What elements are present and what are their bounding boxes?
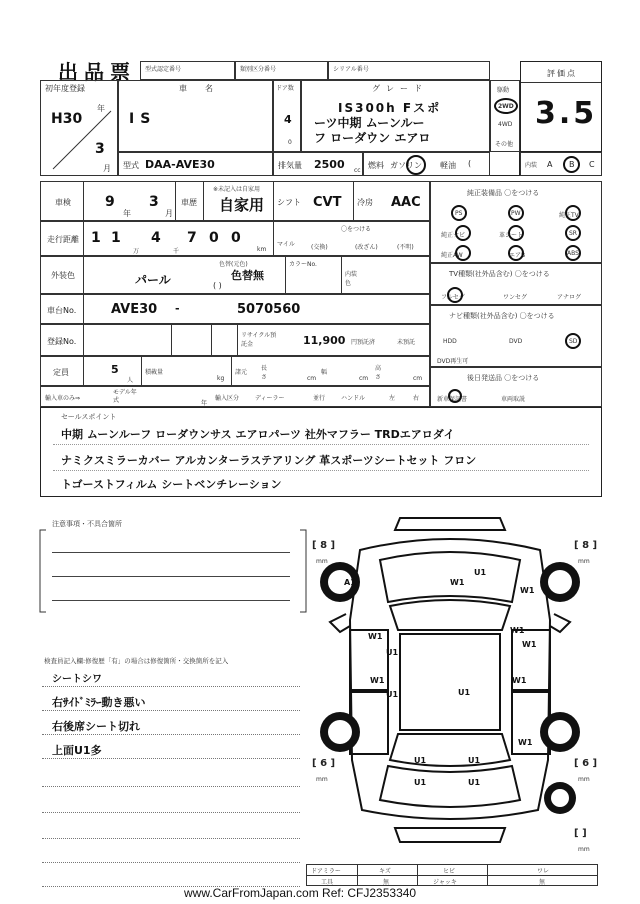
mileage-label: 走行距離: [47, 235, 79, 244]
note-line-2: 右ｻｲﾄﾞﾐﾗｰ動き悪い: [52, 696, 146, 709]
legend-v3-text: 無: [539, 879, 546, 886]
interior-cell: [520, 152, 602, 176]
equip-tv-circle: [565, 205, 581, 221]
equip-abs-circle: [565, 245, 581, 261]
car-diagram: [300, 510, 600, 865]
equip-navi: 純正ナビ: [441, 232, 466, 239]
reg-divider3: [211, 325, 212, 355]
mark-u1-trunk3: U1: [414, 778, 427, 787]
import-dealer: ディーラー: [255, 395, 285, 402]
equip-leather-circle: [508, 225, 524, 241]
capacity-value: 5: [111, 363, 119, 376]
grade-label: グレード: [372, 84, 428, 93]
history-divider2: [203, 182, 204, 220]
drive-cell: [490, 80, 520, 152]
height-label: 高さ: [375, 365, 382, 381]
serial-box: [328, 61, 490, 80]
tread-rr: [ 6 ]: [574, 758, 598, 769]
mileage-digit-3: 7: [187, 230, 197, 246]
acc-warranty-circle: [448, 389, 462, 403]
equip-sr-circle: [565, 225, 581, 241]
model-cert-label: 型式認定番号: [145, 66, 182, 73]
tread-rl-value: 6: [320, 758, 328, 769]
inspection-month-unit: 月: [165, 209, 173, 218]
caution-label: 注意事項・不具合箇所: [52, 520, 122, 528]
import-label: 輸入車のみ⇒: [45, 395, 81, 402]
note-rule-8: [42, 862, 300, 863]
doors-value: 4: [284, 113, 292, 126]
inspection-divider: [83, 182, 84, 220]
tread-fl: [ 8 ]: [312, 540, 336, 551]
navi-title: ナビ種類(社外品含む) 〇をつける: [449, 312, 555, 320]
tread-spare-mm: mm: [578, 846, 590, 853]
equip-pw-circle: [508, 205, 524, 221]
fuel-gasoline: ガソリン: [390, 161, 422, 170]
mile-divider: [273, 222, 274, 255]
capacity-row: [40, 356, 430, 386]
note-line-3: 右後席シート切れ: [52, 720, 140, 733]
import-parallel: 並行: [313, 395, 326, 402]
mark-w1-rdoor: W1: [510, 626, 525, 635]
mileage-digit-4: 0: [209, 230, 219, 246]
exterior-color: パール: [135, 273, 171, 287]
equip-sr: SR: [569, 230, 577, 237]
tread-fr: [ 8 ]: [574, 540, 598, 551]
repaint-label: 色替(元色): [219, 261, 248, 268]
navi-dvd: DVD: [509, 338, 523, 345]
legend-v2: [417, 865, 418, 885]
equip-airbag-circle: [508, 245, 524, 261]
doors-zero: 0: [288, 139, 292, 146]
car-name-cell: [118, 80, 273, 152]
drive-other: その他: [495, 141, 514, 148]
recycle-unit: 円預託済: [351, 339, 376, 346]
acc-warranty: 新車保証書: [437, 396, 468, 403]
equip-aw-circle: [455, 245, 471, 261]
equip-airbag: エアB: [509, 252, 526, 259]
capacity-unit: 人: [127, 377, 134, 384]
mark-u1-trunk4: U1: [468, 778, 481, 787]
note-rule-3: [42, 734, 300, 735]
accessories-panel: [430, 367, 602, 407]
length-label: 長さ: [261, 365, 268, 381]
width-cm: cm: [359, 375, 369, 382]
equip-tv: 純正TV: [559, 212, 579, 219]
mark-w1-ldoor: W1: [368, 632, 383, 641]
mileage-circle-label: 〇をつける: [341, 226, 372, 233]
chassis-row: [40, 294, 430, 324]
load-divider: [141, 357, 142, 385]
reg-divider4: [237, 325, 238, 355]
doors-cell: [273, 80, 301, 152]
mileage-unknown: (不明): [397, 244, 414, 251]
chassis-divider: [83, 295, 84, 323]
legend-h1: キズ: [379, 868, 391, 875]
interior-a: A: [547, 160, 553, 169]
sales-points-box: [40, 407, 602, 497]
model-year-unit: 年: [201, 400, 208, 407]
car-name-label: 車名: [179, 84, 231, 93]
handle-label: ハンドル: [341, 395, 366, 402]
history-note: ※未記入は自家用: [213, 186, 261, 193]
note-rule-4: [42, 758, 300, 759]
mileage-sen: 千: [173, 248, 180, 255]
score-box: [520, 61, 602, 152]
legend-hrule: [307, 875, 597, 876]
inspection-row: [40, 181, 430, 221]
mark-w1-fender: W1: [520, 586, 535, 595]
caution-line-2: [52, 576, 290, 577]
handle-left: 左: [389, 395, 396, 402]
tread-rl-mm: mm: [316, 776, 328, 783]
legend-v0-text: 工具: [321, 879, 334, 886]
footer-ref: www.CarFromJapan.com Ref: CFJ2353340: [184, 886, 417, 900]
model-label: 型式: [123, 161, 139, 170]
repaint-value: 色替無: [231, 269, 264, 282]
year-unit: 年: [97, 104, 105, 113]
mileage-man: 万: [133, 248, 140, 255]
caution-line-3: [52, 600, 290, 601]
note-line-1: シートシワ: [52, 674, 102, 685]
caution-bracket: [38, 526, 308, 616]
legend-v1-text: 無: [383, 879, 390, 886]
fuel-bracket: (: [468, 159, 472, 168]
interior-b-circle: [563, 156, 580, 173]
legend-h3: ワレ: [537, 868, 550, 875]
cap-divider: [83, 357, 84, 385]
intcolor-divider: [341, 257, 342, 293]
tread-fr-value: 8: [582, 540, 590, 551]
mark-u1-roof3: U1: [458, 688, 471, 697]
length-cm: cm: [307, 375, 317, 382]
model-cell: [118, 152, 273, 176]
first-reg-label: 初年度登録: [45, 84, 85, 93]
mark-u1-roof2: U1: [386, 690, 399, 699]
history-value: 自家用: [219, 196, 265, 214]
caution-line-1: [52, 552, 290, 553]
colorno-divider: [285, 257, 286, 293]
interior-label: 内装: [525, 162, 538, 169]
import-row: [40, 386, 430, 407]
sales-rule2: [53, 470, 589, 471]
mark-u1-hood: U1: [474, 568, 487, 577]
recycle-not: 未預託: [397, 339, 416, 346]
mileage-tampered: (改ざん): [355, 244, 378, 251]
tread-fl-value: 8: [320, 540, 328, 551]
navi-hdd: HDD: [443, 338, 457, 345]
tv-panel: [430, 263, 602, 305]
legend-table: [306, 864, 598, 886]
tv-analog: アナログ: [557, 294, 582, 301]
chassis-number: 5070560: [237, 302, 301, 317]
exterior-divider: [83, 257, 84, 293]
drive-2wd: 2WD: [498, 103, 514, 110]
chassis-label: 車台No.: [47, 306, 77, 315]
inspector-label: 検査員記入欄:修復歴「有」の場合は修復箇所・交換箇所を記入: [44, 657, 229, 665]
note-rule-1: [42, 686, 300, 687]
sales-rule1: [53, 444, 589, 445]
serial-label: シリアル番号: [333, 66, 369, 73]
note-rule-6: [42, 812, 300, 813]
color-no-label: カラーNo.: [289, 261, 317, 268]
note-rule-5: [42, 786, 300, 787]
grade-cell: [301, 80, 490, 152]
navi-panel: [430, 305, 602, 367]
equip-aw: 純正AW: [441, 252, 463, 259]
shift-value: CVT: [313, 195, 342, 210]
equip-abs: ABS: [567, 250, 579, 257]
dims-label: 諸元: [235, 369, 248, 376]
displacement-value: 2500: [314, 158, 345, 171]
shift-divider: [273, 182, 274, 220]
class-label: 類別区分番号: [240, 66, 277, 73]
doors-label: ドア数: [276, 85, 294, 92]
note-rule-2: [42, 710, 300, 711]
history-divider: [175, 182, 176, 220]
tv-full: フルセグ: [441, 294, 465, 301]
navi-sd: SD: [569, 338, 578, 345]
car-name: IS: [129, 111, 157, 127]
sales-line1: 中期 ムーンルーフ ローダウンサス エアロパーツ 社外マフラー TRDエアロダイ: [61, 428, 455, 441]
displacement-unit: cc: [354, 167, 361, 174]
registration-label: 登録No.: [47, 337, 77, 346]
mileage-digit-5: 0: [231, 230, 241, 246]
grade-line3: フ ローダウン エアロ: [314, 131, 431, 145]
import-category-label: 輸入区分: [215, 395, 240, 402]
repaint-bracket: ( ): [213, 281, 222, 290]
mark-u1-trunk1: U1: [414, 756, 427, 765]
fuel-circle: [406, 155, 426, 175]
interior-c: C: [589, 160, 595, 169]
sales-points-label: セールスポイント: [61, 413, 117, 421]
mileage-digit-1: 1: [111, 230, 121, 246]
mile-label: マイル: [277, 241, 295, 248]
load-label: 積載量: [145, 369, 164, 376]
recycle-amount: 11,900: [303, 334, 346, 347]
equip-leather: 革シート: [499, 232, 524, 239]
equip-navi-circle: [455, 225, 471, 241]
first-reg-cell: [40, 80, 118, 176]
tv-one: ワンセグ: [503, 294, 528, 301]
interior-color-label: 内装色: [345, 271, 358, 287]
model-value: DAA-AVE30: [145, 158, 215, 171]
score-label: 評価点: [547, 69, 577, 78]
model-cert-box: [140, 61, 235, 80]
width-label: 幅: [321, 369, 328, 376]
mileage-row: [40, 221, 430, 256]
mark-w1-rrdoor: W1: [512, 676, 527, 685]
exterior-row: [40, 256, 430, 294]
reg-divider2: [171, 325, 172, 355]
sheet-title: 出品票: [58, 60, 136, 84]
mileage-digit-0: 1: [91, 230, 101, 246]
displacement-label: 排気量: [278, 161, 302, 170]
model-year-label: モデル年式: [113, 389, 137, 404]
ac-divider: [353, 182, 354, 220]
note-rule-7: [42, 838, 300, 839]
grade-line2: ーツ中期 ムーンルー: [314, 116, 425, 130]
score-divider: [521, 82, 601, 83]
mark-u1-roof: U1: [386, 648, 399, 657]
tread-fr-mm: mm: [578, 558, 590, 565]
inspection-year-unit: 年: [123, 209, 131, 218]
class-box: [235, 61, 328, 80]
fuel-light-label: 軽油: [440, 161, 456, 170]
mark-w1-lrdoor: W1: [370, 676, 385, 685]
inspection-month: 3: [149, 194, 159, 210]
mark-w1-rdoor2: W1: [522, 640, 537, 649]
equipment-title: 純正装備品 〇をつける: [467, 189, 540, 197]
legend-v3: [487, 865, 488, 885]
month-unit: 月: [103, 164, 111, 173]
tv-title: TV種類(社外品含む) 〇をつける: [449, 270, 550, 278]
height-cm: cm: [413, 375, 423, 382]
legend-h0: ドアミラー: [311, 868, 341, 875]
mileage-km: km: [257, 246, 267, 253]
mileage-exchange: (交換): [311, 244, 328, 251]
tread-rr-value: 6: [582, 758, 590, 769]
fuel-label: 燃料: [368, 161, 384, 170]
inspection-label: 車検: [55, 198, 71, 207]
registration-row: [40, 324, 430, 356]
equip-pw: PW: [511, 210, 521, 217]
load-unit: kg: [217, 375, 225, 382]
accessories-title: 後日発送品 〇をつける: [467, 374, 540, 382]
mark-a1: A1: [344, 578, 356, 587]
inspection-year: 9: [105, 194, 115, 210]
drive-4wd: 4WD: [498, 121, 513, 128]
drive-2wd-circle: [494, 98, 518, 114]
exterior-label: 外装色: [51, 271, 75, 280]
equip-ps-circle: [451, 205, 467, 221]
tread-rr-mm: mm: [578, 776, 590, 783]
first-reg-year: H30: [51, 111, 83, 127]
chassis-prefix: AVE30: [111, 302, 158, 317]
shift-label: シフト: [277, 198, 301, 207]
tread-rl: [ 6 ]: [312, 758, 336, 769]
history-label: 車歴: [181, 198, 197, 207]
equip-ps: PS: [455, 210, 463, 217]
equipment-panel: [430, 181, 602, 263]
displacement-cell: [273, 152, 363, 176]
dims-divider: [231, 357, 232, 385]
navi-dvd-play: DVD再生可: [437, 358, 469, 365]
ac-value: AAC: [391, 195, 421, 210]
legend-v2-text: ジャッキ: [433, 879, 457, 886]
tread-fl-mm: mm: [316, 558, 328, 565]
mark-w1-rquarter: W1: [518, 738, 533, 747]
ac-label: 冷房: [357, 198, 373, 207]
sales-line3: トゴーストフィルム シートベンチレーション: [61, 478, 282, 491]
mark-u1-trunk2: U1: [468, 756, 481, 765]
recycle-label: リサイクル預託金: [241, 332, 277, 348]
mark-w1-hood: W1: [450, 578, 465, 587]
tv-full-circle: [447, 287, 463, 303]
chassis-dash: -: [175, 302, 180, 315]
legend-v1: [357, 865, 358, 885]
grade-line1: IS300h Fスポ: [338, 101, 442, 115]
handle-right: 右: [413, 395, 420, 402]
tread-spare: [ ]: [574, 828, 587, 839]
reg-divider: [83, 325, 84, 355]
capacity-label: 定員: [53, 368, 69, 377]
note-line-4: 上面U1多: [52, 744, 102, 757]
sales-line2: ナミクスミラーカバー アルカンターラステアリング 革スポーツシートセット フロン: [61, 454, 477, 467]
navi-sd-circle: [565, 333, 581, 349]
legend-h2: ヒビ: [443, 868, 456, 875]
first-reg-month: 3: [95, 141, 105, 157]
acc-manual: 車両取説: [501, 396, 526, 403]
mileage-digit-2: 4: [151, 230, 161, 246]
fuel-cell: [363, 152, 490, 176]
mileage-divider: [83, 222, 84, 255]
score-value: 3.5: [535, 96, 598, 131]
drive-label: 駆動: [497, 87, 510, 94]
interior-b: B: [569, 160, 575, 169]
